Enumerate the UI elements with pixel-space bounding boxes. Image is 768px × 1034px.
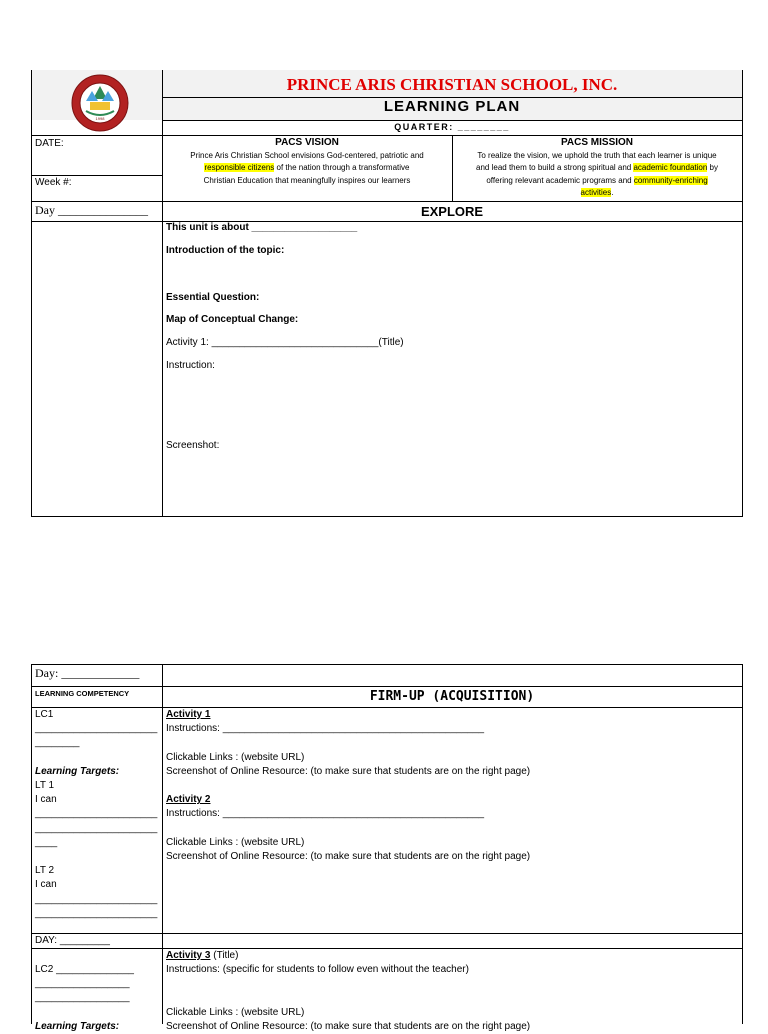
mission-title: PACS MISSION <box>560 137 634 148</box>
blank-line: ______________________ <box>35 907 158 919</box>
mission-line <box>452 187 742 200</box>
activity-3-instructions: Instructions: (specific for students to follow even without the teacher) <box>166 964 469 976</box>
blank-line: ______________________ <box>35 822 158 834</box>
table-border <box>31 664 32 1024</box>
spacer <box>166 736 736 750</box>
firm-up-title: FIRM-UP (ACQUISITION) <box>369 689 535 704</box>
blank-line: ______________________ <box>35 808 158 820</box>
spacer <box>166 992 736 1006</box>
activities-block <box>166 708 736 864</box>
activity-1-screenshot: Screenshot of Online Resource: (to make sure that students are on the right page) <box>166 765 531 777</box>
spacer <box>35 850 160 864</box>
introduction-label: Introduction of the topic: <box>166 245 285 256</box>
activity-1-instructions: Instructions: _______________________________________________ <box>166 723 485 735</box>
lc2-label: LC2 ______________ <box>35 964 134 975</box>
table-border <box>31 221 742 222</box>
activity-2-links: Clickable Links : (website URL) <box>166 836 305 848</box>
mission-line <box>452 162 742 175</box>
lc1-block <box>35 708 160 921</box>
blank-line: _________________ <box>35 992 130 1004</box>
day2-label: DAY: _________ <box>35 935 110 946</box>
activity-3-title: Activity 3 <box>166 950 211 961</box>
vision-title: PACS VISION <box>275 137 339 148</box>
essential-question-label: Essential Question: <box>166 292 260 303</box>
plan-title: LEARNING PLAN <box>383 98 521 115</box>
activity-3-heading <box>166 949 736 963</box>
day-field: Day: _____________ <box>35 666 140 680</box>
unit-line: This unit is about ___________________ <box>166 222 358 233</box>
day-label: Day _______________ <box>35 203 148 217</box>
screenshot-label: Screenshot: <box>166 440 220 451</box>
table-border <box>742 664 743 1024</box>
activity-1-line: Activity 1: ______________________________(Title) <box>166 337 404 348</box>
mission-text: offering relevant academic programs and <box>486 175 634 185</box>
lt1-label: LT 1 <box>35 780 55 792</box>
spacer <box>35 751 160 765</box>
vision-block <box>163 137 451 187</box>
lc2-block <box>35 963 160 1034</box>
quarter-label: QUARTER: ________ <box>394 122 510 132</box>
mission-highlight: community-enriching <box>633 175 708 185</box>
explore-title: EXPLORE <box>420 204 484 219</box>
activity-1-title: Activity 1 <box>166 709 211 720</box>
vision-line: Christian Education that meaningfully inspires our learners <box>203 175 411 185</box>
mission-highlight: activities <box>580 188 612 197</box>
i-can-label: I can <box>35 794 57 806</box>
lc1-label: LC1 <box>35 709 54 720</box>
spacer <box>166 977 736 991</box>
table-border <box>31 135 742 136</box>
table-border <box>31 201 742 202</box>
table-border <box>742 70 743 517</box>
table-border <box>31 686 742 687</box>
table-border <box>31 175 162 176</box>
activity-1-links: Clickable Links : (website URL) <box>166 751 305 763</box>
lt2-label: LT 2 <box>35 865 55 877</box>
school-name: PRINCE ARIS CHRISTIAN SCHOOL, INC. <box>286 75 618 94</box>
spacer <box>166 822 736 836</box>
i-can-label: I can <box>35 879 57 891</box>
mission-text: by <box>707 163 718 172</box>
competency-label: LEARNING COMPETENCY <box>35 689 130 698</box>
mission-highlight: academic foundation <box>633 163 708 172</box>
blank-line: ______________________ <box>35 893 158 905</box>
table-border <box>162 120 742 121</box>
activity-2-instructions: Instructions: _______________________________________________ <box>166 808 485 820</box>
blank-line: ________ <box>35 737 80 749</box>
vision-line <box>163 162 451 175</box>
mission-line <box>452 175 742 188</box>
date-label: DATE: <box>35 138 64 149</box>
activity-3-links: Clickable Links : (website URL) <box>166 1006 305 1018</box>
learning-targets-label: Learning Targets: <box>35 1020 120 1032</box>
mission-block <box>452 137 742 200</box>
table-border <box>31 933 742 934</box>
vision-line: Prince Aris Christian School envisions God-centered, patriotic and <box>190 150 424 160</box>
mission-line: To realize the vision, we uphold the truth that each learner is unique <box>477 150 717 160</box>
learning-targets-label: Learning Targets: <box>35 765 120 777</box>
table-border <box>31 70 32 517</box>
mission-text: . <box>611 188 614 197</box>
school-logo-icon <box>70 73 130 133</box>
mission-text: and lead them to build a strong spiritual and <box>476 163 634 172</box>
conceptual-change-label: Map of Conceptual Change: <box>166 314 299 325</box>
logo-year: 1998 <box>95 116 105 121</box>
spacer <box>166 779 736 793</box>
table-border <box>162 664 163 1024</box>
activity-2-screenshot: Screenshot of Online Resource: (to make sure that students are on the right page) <box>166 851 531 863</box>
blank-line: ______________________ <box>35 723 158 735</box>
activity-3-screenshot: Screenshot of Online Resource: (to make sure that students are on the right page) <box>166 1021 531 1033</box>
activity-3-suffix: (Title) <box>210 950 239 961</box>
instruction-label: Instruction: <box>166 360 215 371</box>
blank-line: ____ <box>35 836 58 848</box>
activity-3-block <box>166 949 736 1034</box>
activity-2-title: Activity 2 <box>166 794 211 806</box>
vision-highlight: responsible citizens <box>204 163 275 172</box>
week-label: Week #: <box>35 177 72 188</box>
vision-text: of the nation through a transformative <box>274 163 410 172</box>
table-border <box>31 516 743 517</box>
table-border <box>31 664 742 665</box>
spacer <box>35 1006 160 1020</box>
blank-line: _________________ <box>35 978 130 990</box>
